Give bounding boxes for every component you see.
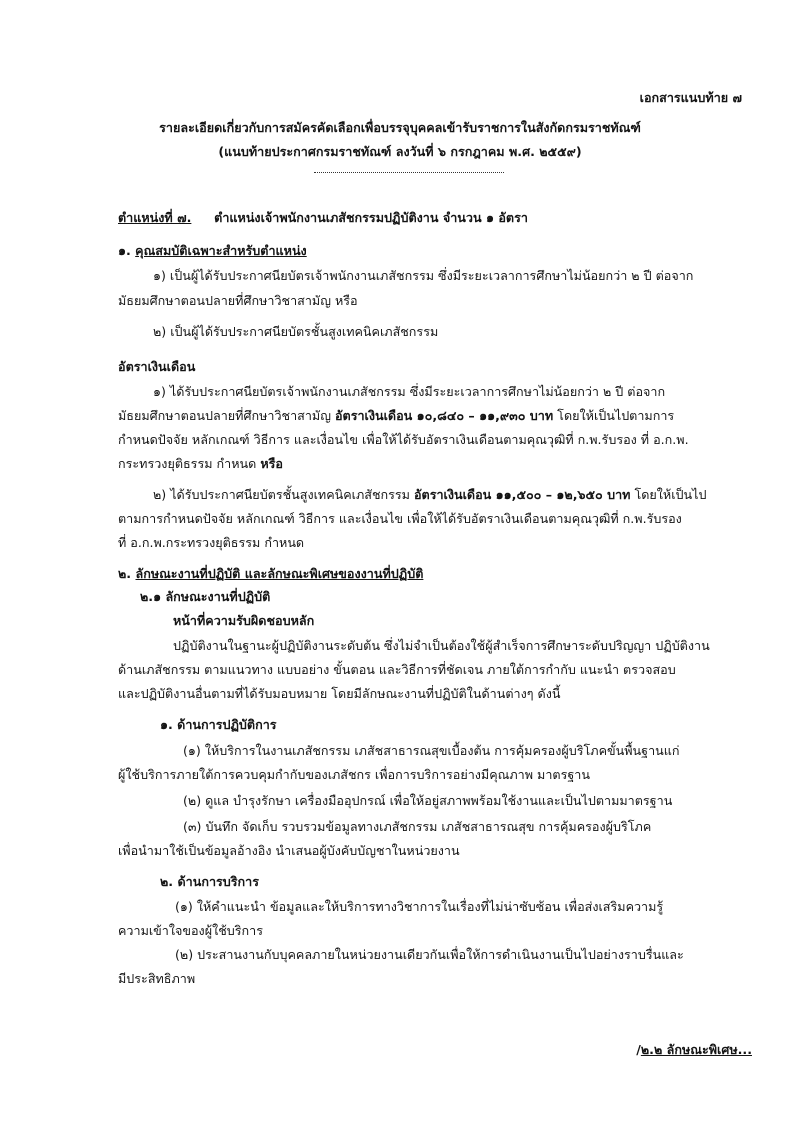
- duty-line1: ปฏิบัติงานในฐานะผู้ปฏิบัติงานระดับต้น ซึ่งไม่จำเป็นต้องใช้ผู้สำเร็จการศึกษาระดับปริญญา ปฏิบัติงาน: [173, 638, 710, 653]
- continuation-text: ๒.๒ ลักษณะพิเศษ...: [640, 1042, 752, 1057]
- operations-heading: ๑. ด้านการปฏิบัติการ: [160, 717, 277, 732]
- section2-heading: [118, 566, 423, 581]
- operations-1-line1: (๑) ให้บริการในงานเภสัชกรรม เภสัชสาธารณสุขเบื้องต้น การคุ้มครองผู้บริโภคขั้นพื้นฐานแก่: [183, 743, 680, 758]
- duty-line3: และปฏิบัติงานอื่นตามที่ได้รับมอบหมาย โดยมีลักษณะงานที่ปฏิบัติในด้านต่างๆ ดังนี้: [118, 686, 561, 701]
- service-1-line2: ความเข้าใจของผู้ใช้บริการ: [118, 923, 264, 938]
- position-label: ตำแหน่งที่ ๗.: [118, 210, 192, 225]
- salary-1-line1: ๑) ได้รับประกาศนียบัตรเจ้าพนักงานเภสัชกรรม ซึ่งมีระยะเวลาการศึกษาไม่น้อยกว่า ๒ ปี ต่อจาก: [153, 384, 666, 399]
- section1-number: ๑.: [118, 243, 131, 258]
- salary-heading: อัตราเงินเดือน: [118, 359, 196, 374]
- salary-2-line1: [153, 487, 706, 502]
- continuation-prefix: /: [636, 1042, 641, 1057]
- section2-title: ลักษณะงานที่ปฏิบัติ และลักษณะพิเศษของงานที่ปฏิบัติ: [135, 566, 424, 581]
- section1-title: คุณสมบัติเฉพาะสำหรับตำแหน่ง: [135, 243, 307, 258]
- salary-1-line2-text: มัธยมศึกษาตอนปลายที่ศึกษาวิชาสามัญ: [118, 408, 335, 423]
- duty-line2: ด้านเภสัชกรรม ตามแนวทาง แบบอย่าง ขั้นตอน และวิธีการที่ชัดเจน ภายใต้การกำกับ แนะนำ ตรวจสอบ: [118, 662, 676, 677]
- document-title: รายละเอียดเกี่ยวกับการสมัครคัดเลือกเพื่อบรรจุบุคคลเข้ารับราชการในสังกัดกรมราชทัณฑ์: [159, 120, 641, 135]
- salary-2-line1-text: ๒) ได้รับประกาศนียบัตรชั้นสูงเทคนิคเภสัชกรรม: [153, 487, 414, 502]
- qualification-1-line2: มัธยมศึกษาตอนปลายที่ศึกษาวิชาสามัญ หรือ: [118, 293, 358, 308]
- salary-or-word: หรือ: [260, 456, 283, 471]
- section1-heading: [118, 243, 307, 258]
- salary-2-amount: อัตราเงินเดือน ๑๑,๕๐๐ – ๑๒,๖๕๐ บาท: [413, 487, 631, 502]
- salary-1-amount: อัตราเงินเดือน ๑๐,๘๔๐ – ๑๑,๙๓๐ บาท: [334, 408, 554, 423]
- salary-2-line2: ตามการกำหนดปัจจัย หลักเกณฑ์ วิธีการ และเงื่อนไข เพื่อให้ได้รับอัตราเงินเดือนตามคุณวุฒิที่ ก.พ.รับรอง: [118, 511, 682, 526]
- salary-2-line1-tail: โดยให้เป็นไป: [630, 487, 707, 502]
- service-1-line1: (๑) ให้คำแนะนำ ข้อมูลและให้บริการทางวิชาการในเรื่องที่ไม่น่าซับซ้อน เพื่อส่งเสริมความรู้: [175, 899, 664, 914]
- salary-1-line3: กำหนดปัจจัย หลักเกณฑ์ วิธีการ และเงื่อนไข เพื่อให้ได้รับอัตราเงินเดือนตามคุณวุฒิที่ ก.พ.รับรอง ที่ อ.ก.พ.: [118, 432, 689, 447]
- operations-2: (๒) ดูแล บำรุงรักษา เครื่องมืออุปกรณ์ เพื่อให้อยู่สภาพพร้อมใช้งานและเป็นไปตามมาตรฐาน: [183, 793, 673, 808]
- operations-3-line2: เพื่อนำมาใช้เป็นข้อมูลอ้างอิง นำเสนอผู้บังคับบัญชาในหน่วยงาน: [118, 843, 460, 858]
- qualification-1-line1: ๑) เป็นผู้ได้รับประกาศนียบัตรเจ้าพนักงานเภสัชกรรม ซึ่งมีระยะเวลาการศึกษาไม่น้อยกว่า ๒ ปี ต่อจาก: [153, 268, 694, 283]
- salary-1-line4: [118, 456, 283, 471]
- operations-3-line1: (๓) บันทึก จัดเก็บ รวบรวมข้อมูลทางเภสัชกรรม เภสัชสาธารณสุข การคุ้มครองผู้บริโภค: [183, 819, 652, 834]
- operations-1-line2: ผู้ใช้บริการภายใต้การควบคุมกำกับของเภสัชกร เพื่อการบริการอย่างมีคุณภาพ มาตรฐาน: [118, 767, 590, 782]
- service-2-line1: (๒) ประสานงานกับบุคคลภายในหน่วยงานเดียวกันเพื่อให้การดำเนินงานเป็นไปอย่างราบรื่นและ: [175, 947, 684, 962]
- duty-heading: หน้าที่ความรับผิดชอบหลัก: [173, 613, 315, 628]
- position-text: ตำแหน่งเจ้าพนักงานเภสัชกรรมปฏิบัติงาน จำนวน ๑ อัตรา: [214, 210, 528, 225]
- attachment-label: เอกสารแนบท้าย ๗: [639, 90, 742, 105]
- service-heading: ๒. ด้านการบริการ: [160, 874, 260, 889]
- title-divider: [314, 172, 504, 173]
- subsection-2-1: ๒.๑ ลักษณะงานที่ปฏิบัติ: [140, 589, 271, 604]
- position-line: [118, 210, 528, 225]
- salary-1-line2-tail: โดยให้เป็นไปตามการ: [553, 408, 675, 423]
- document-subtitle: (แนบท้ายประกาศกรมราชทัณฑ์ ลงวันที่ ๖ กรกฎาคม พ.ศ. ๒๕๕๙): [218, 144, 582, 159]
- service-2-line2: มีประสิทธิภาพ: [118, 971, 196, 986]
- salary-1-line2: [118, 408, 674, 423]
- continuation-note: [636, 1042, 752, 1057]
- salary-1-line4-text: กระทรวงยุติธรรม กำหนด: [118, 456, 261, 471]
- qualification-2: ๒) เป็นผู้ได้รับประกาศนียบัตรชั้นสูงเทคนิคเภสัชกรรม: [153, 324, 439, 339]
- salary-2-line3: ที่ อ.ก.พ.กระทรวงยุติธรรม กำหนด: [118, 535, 305, 550]
- section2-number: ๒.: [118, 566, 132, 581]
